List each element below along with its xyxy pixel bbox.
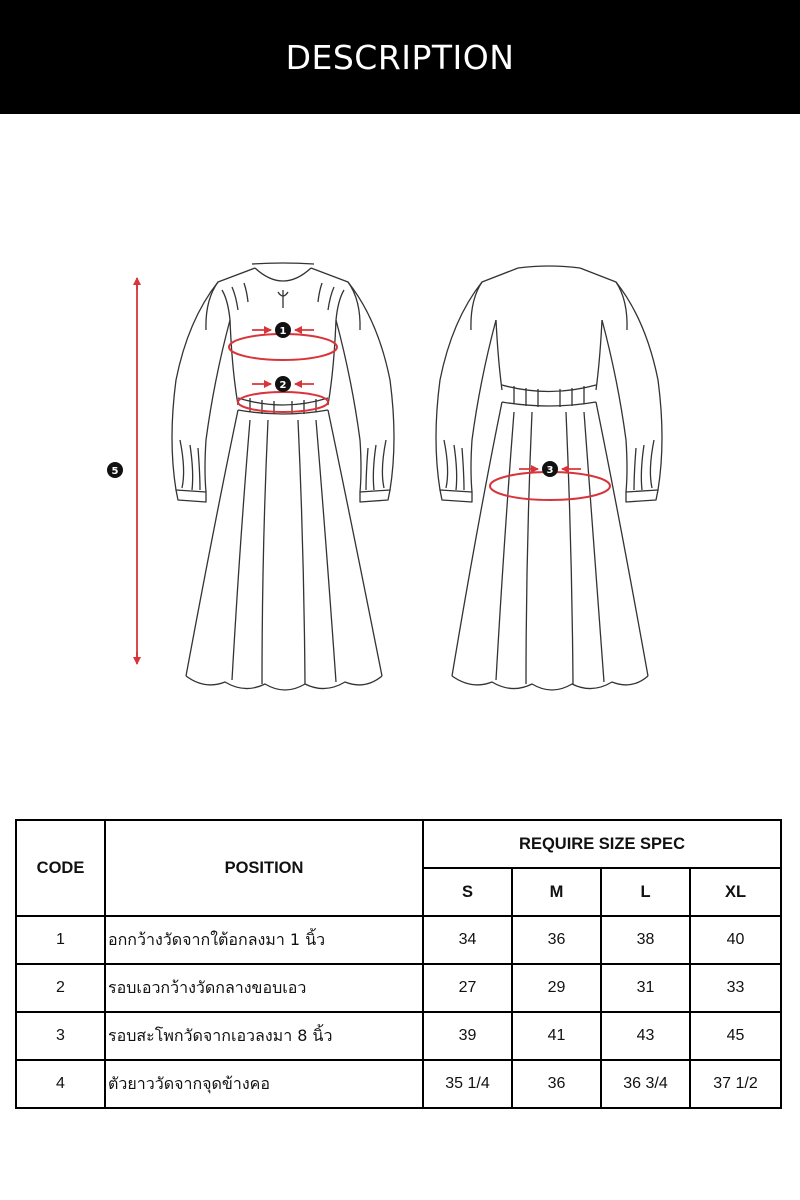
dress-measurement-diagram (0, 240, 800, 710)
cell-code: 1 (16, 916, 105, 964)
svg-text:5: 5 (111, 466, 119, 477)
cell-size-m: 29 (512, 964, 601, 1012)
cell-size-s: 34 (423, 916, 512, 964)
cell-size-s: 39 (423, 1012, 512, 1060)
page-header (0, 0, 800, 114)
cell-size-l: 31 (601, 964, 690, 1012)
cell-size-s: 27 (423, 964, 512, 1012)
table-row (16, 916, 781, 964)
marker-2 (275, 376, 291, 392)
size-spec-table (15, 819, 782, 1109)
cell-position: รอบสะโพกวัดจากเอวลงมา 8 นิ้ว (105, 1012, 423, 1060)
header-size-m: M (512, 868, 601, 916)
cell-code: 4 (16, 1060, 105, 1108)
cell-size-m: 36 (512, 916, 601, 964)
cell-size-l: 36 3/4 (601, 1060, 690, 1108)
marker-1 (275, 322, 291, 338)
svg-text:1: 1 (279, 326, 287, 337)
cell-size-s: 35 1/4 (423, 1060, 512, 1108)
cell-size-xl: 37 1/2 (690, 1060, 781, 1108)
header-size-xl: XL (690, 868, 781, 916)
header-position: POSITION (105, 820, 423, 916)
cell-size-l: 43 (601, 1012, 690, 1060)
svg-text:3: 3 (546, 465, 554, 476)
page-title: DESCRIPTION (285, 37, 515, 77)
marker-5 (107, 462, 123, 478)
table-row (16, 1060, 781, 1108)
table-row (16, 964, 781, 1012)
cell-size-m: 41 (512, 1012, 601, 1060)
header-code: CODE (16, 820, 105, 916)
cell-code: 2 (16, 964, 105, 1012)
cell-size-m: 36 (512, 1060, 601, 1108)
cell-position: รอบเอวกว้างวัดกลางขอบเอว (105, 964, 423, 1012)
cell-code: 3 (16, 1012, 105, 1060)
cell-size-l: 38 (601, 916, 690, 964)
header-require-size-spec: REQUIRE SIZE SPEC (423, 820, 781, 868)
cell-size-xl: 33 (690, 964, 781, 1012)
cell-position: อกกว้างวัดจากใต้อกลงมา 1 นิ้ว (105, 916, 423, 964)
cell-position: ตัวยาววัดจากจุดข้างคอ (105, 1060, 423, 1108)
table-row (16, 1012, 781, 1060)
header-size-s: S (423, 868, 512, 916)
marker-3 (542, 461, 558, 477)
header-size-l: L (601, 868, 690, 916)
dress-back-view (436, 266, 662, 690)
svg-text:2: 2 (279, 380, 287, 391)
cell-size-xl: 45 (690, 1012, 781, 1060)
cell-size-xl: 40 (690, 916, 781, 964)
